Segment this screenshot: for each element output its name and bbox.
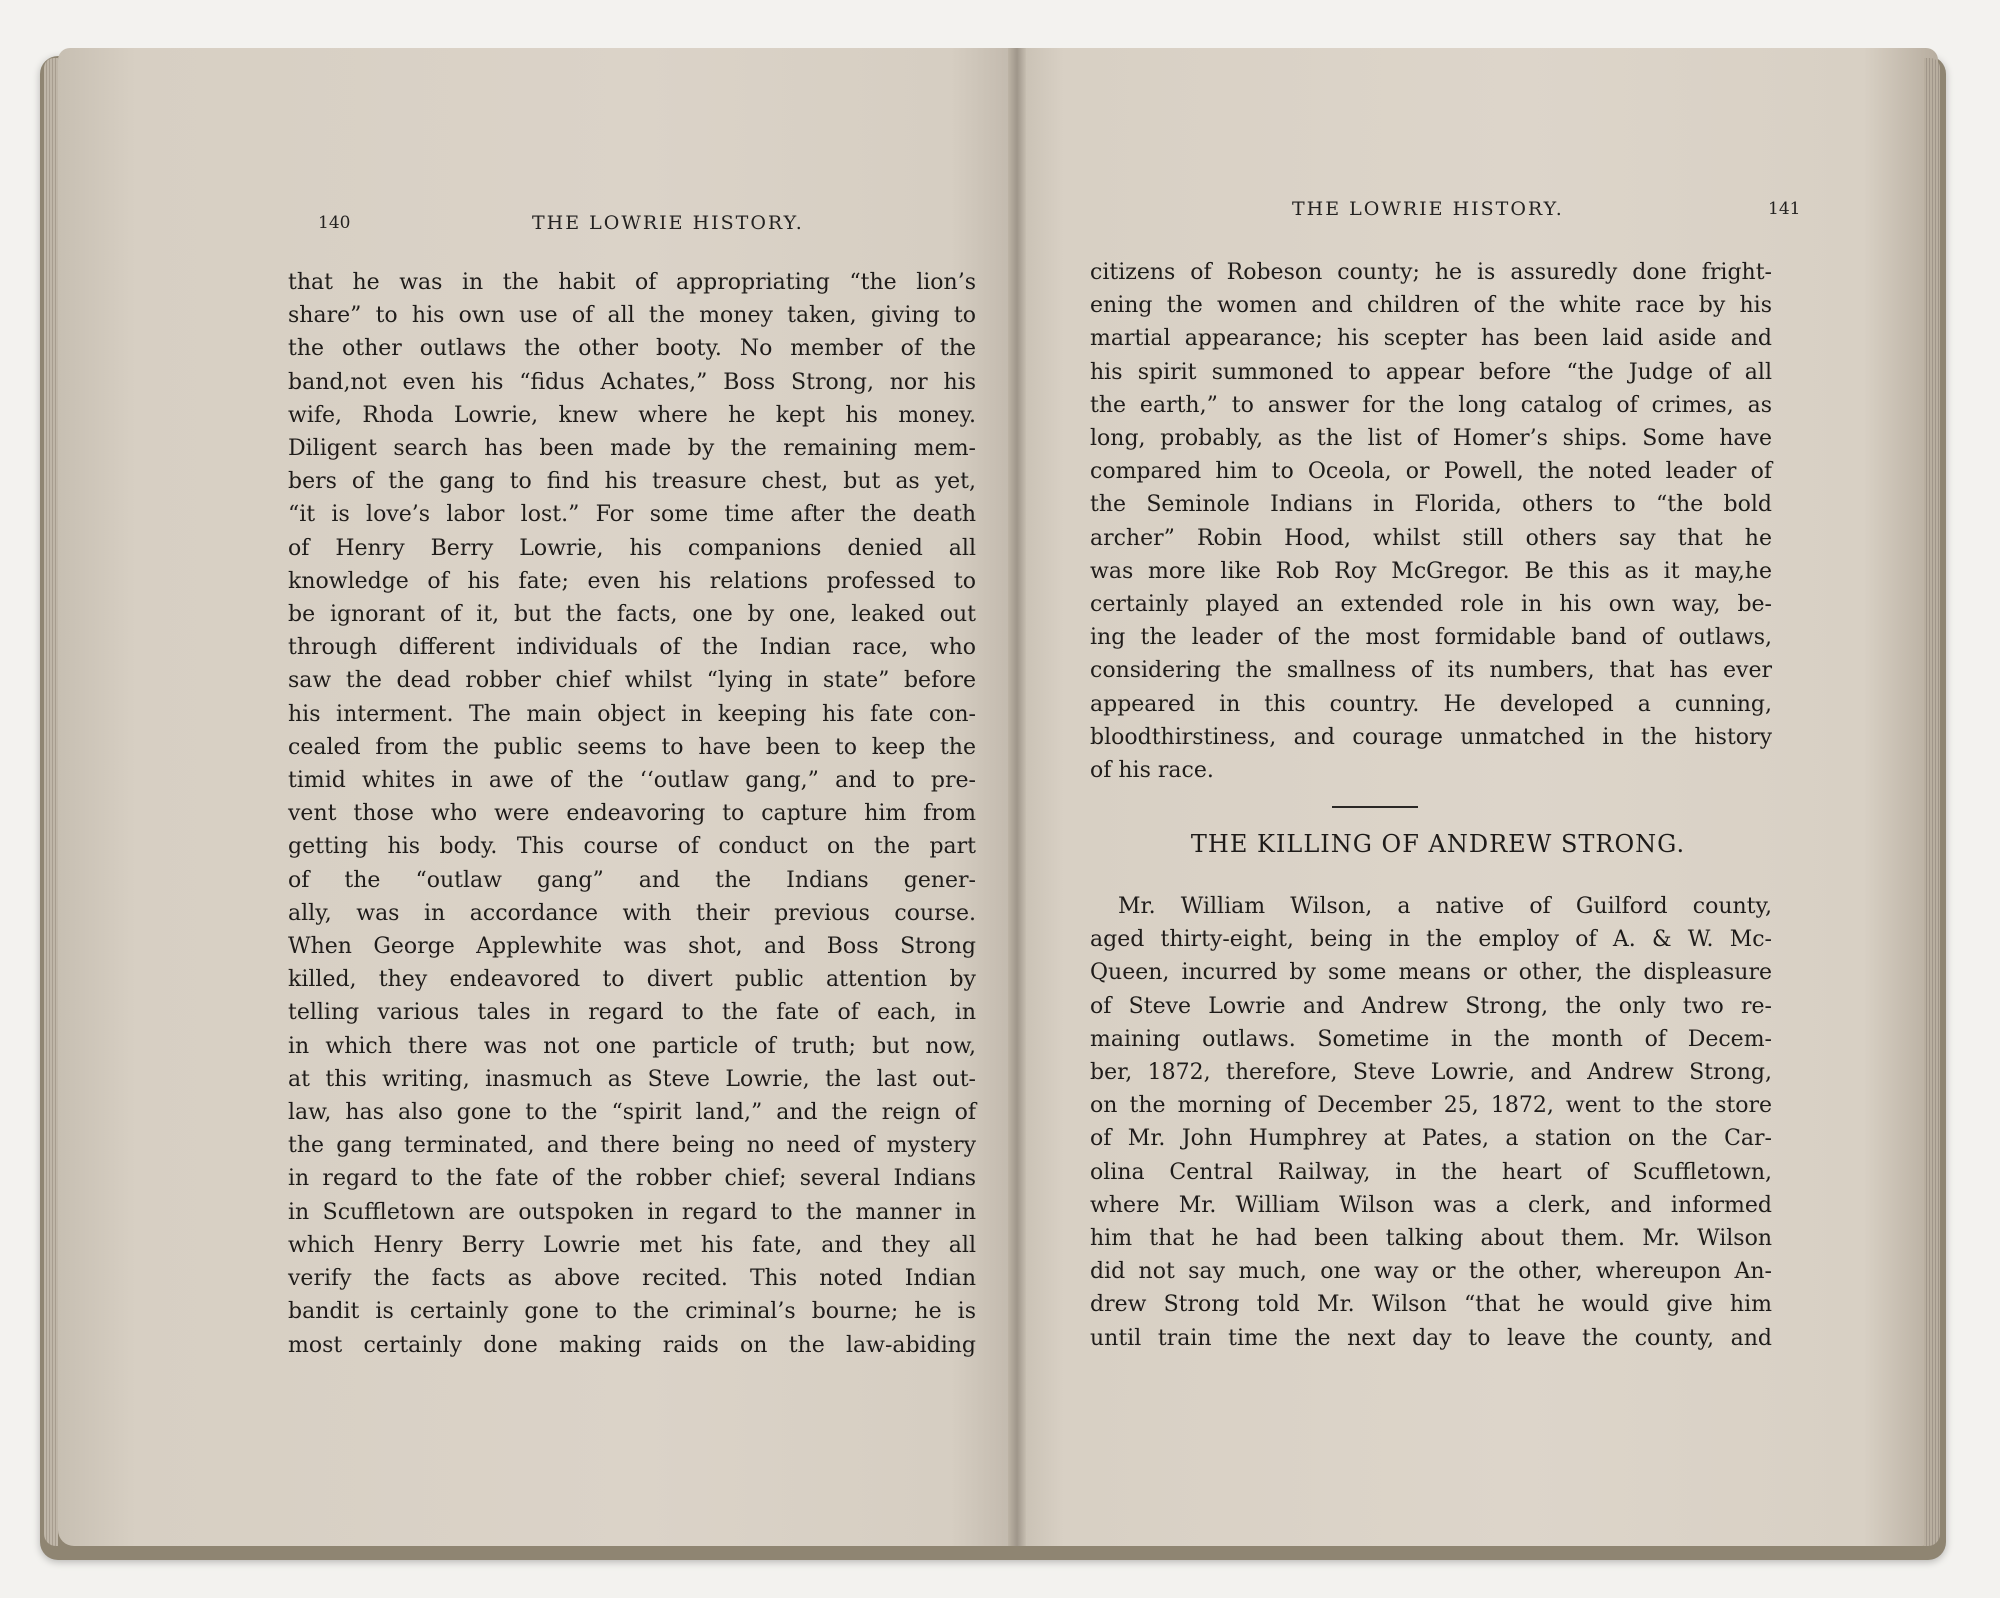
text-line: where Mr. William Wilson was a clerk, and informed [1090,1192,1772,1218]
text-line: was more like Rob Roy McGregor. Be this as it may,he [1090,558,1772,584]
text-line: of Mr. John Humphrey at Pates, a station on the Car- [1090,1126,1772,1152]
text-line: When George Applewhite was shot, and Boss Strong [288,934,976,960]
text-line: bers of the gang to find his treasure chest, but as yet, [288,469,976,495]
text-line: getting his body. This course of conduct on the part [288,834,976,860]
text-line: at this writing, inasmuch as Steve Lowrie, the last out- [288,1066,976,1092]
text-line: Diligent search has been made by the remaining mem- [288,436,976,462]
text-line: timid whites in awe of the ‘‘outlaw gang,” and to pre- [288,768,976,794]
text-line: share” to his own use of all the money taken, giving to [288,303,976,329]
text-line: knowledge of his fate; even his relations professed to [288,568,976,594]
text-line: bandit is certainly gone to the criminal’s bourne; he is [288,1299,976,1325]
text-line: telling various tales in regard to the fate of each, in [288,1000,976,1026]
book-gutter [1008,48,1026,1546]
right-page-number: 141 [1768,199,1801,219]
text-line: the other outlaws the other booty. No member of the [288,336,976,362]
text-line: the gang terminated, and there being no need of mystery [288,1133,976,1159]
text-line: aged thirty-eight, being in the employ of A. & W. Mc- [1090,927,1772,953]
left-page-number: 140 [318,213,351,233]
text-line: through different individuals of the Indian race, who [288,635,976,661]
text-line: until train time the next day to leave the county, and [1090,1325,1772,1351]
text-line: compared him to Oceola, or Powell, the noted leader of [1090,459,1772,485]
text-line: the Seminole Indians in Florida, others to “the bold [1090,492,1772,518]
text-line: wife, Rhoda Lowrie, knew where he kept his money. [288,402,976,428]
text-line: “it is love’s labor lost.” For some time after the death [288,502,976,528]
text-line: archer” Robin Hood, whilst still others say that he [1090,525,1772,551]
text-line: drew Strong told Mr. Wilson “that he would give him [1090,1292,1772,1318]
text-line: on the morning of December 25, 1872, went to the store [1090,1093,1772,1119]
text-line: most certainly done making raids on the law-abiding [288,1332,976,1358]
text-line: appeared in this country. He developed a cunning, [1090,691,1772,717]
text-line: killed, they endeavored to divert public attention by [288,967,976,993]
left-page [58,48,1028,1546]
text-line: that he was in the habit of appropriating “the lion’s [288,270,976,295]
section-divider [1332,806,1418,808]
text-line: saw the dead robber chief whilst “lying in state” before [288,668,976,694]
text-line: of Steve Lowrie and Andrew Strong, the only two re- [1090,993,1772,1019]
text-line: band,not even his “fidus Achates,” Boss Strong, nor his [288,369,976,395]
text-line: law, has also gone to the “spirit land,” and the reign of [288,1100,976,1126]
text-line: him that he had been talking about them. Mr. Wilson [1090,1226,1772,1252]
left-page-text [288,266,976,1362]
right-page-text-top [1090,256,1772,787]
text-line: certainly played an extended role in his own way, be- [1090,592,1772,618]
right-page-edges [1924,58,1940,1546]
text-line: of the “outlaw gang” and the Indians gener- [288,867,976,893]
left-page-edges [44,58,58,1546]
text-line: olina Central Railway, in the heart of Scuffletown, [1090,1159,1772,1185]
text-line: of Henry Berry Lowrie, his companions denied all [288,535,976,561]
text-line: citizens of Robeson county; he is assuredly done fright- [1090,260,1772,285]
text-line: the earth,” to answer for the long catalog of crimes, as [1090,392,1772,418]
text-line: ing the leader of the most formidable band of outlaws, [1090,625,1772,651]
text-line: considering the smallness of its numbers, that has ever [1090,658,1772,684]
text-line: in Scuffletown are outspoken in regard to the manner in [288,1199,976,1225]
text-line: be ignorant of it, but the facts, one by one, leaked out [288,602,976,628]
text-line: martial appearance; his scepter has been laid aside and [1090,326,1772,352]
text-line: ber, 1872, therefore, Steve Lowrie, and Andrew Strong, [1090,1060,1772,1086]
text-line: maining outlaws. Sometime in the month of Decem- [1090,1026,1772,1052]
text-line: his interment. The main object in keeping his fate con- [288,701,976,727]
text-line: did not say much, one way or the other, whereupon An- [1090,1259,1772,1285]
open-book [40,48,1946,1560]
text-line: long, probably, as the list of Homer’s ships. Some have [1090,426,1772,452]
text-line: in which there was not one particle of truth; but now, [288,1033,976,1059]
text-line: cealed from the public seems to have been to keep the [288,734,976,760]
text-line: in regard to the fate of the robber chief; several Indians [288,1166,976,1192]
left-running-head: THE LOWRIE HISTORY. [532,212,804,234]
text-line: bloodthirstiness, and courage unmatched in the history [1090,724,1772,750]
right-running-head: THE LOWRIE HISTORY. [1292,198,1564,220]
text-line: verify the facts as above recited. This noted Indian [288,1266,976,1292]
text-line: which Henry Berry Lowrie met his fate, and they all [288,1232,976,1258]
right-page [1008,48,1938,1546]
right-page-text-bottom [1090,890,1772,1355]
text-line: Mr. William Wilson, a native of Guilford county, [1118,894,1772,919]
text-line: vent those who were endeavoring to capture him from [288,801,976,827]
text-line: Queen, incurred by some means or other, the displeasure [1090,960,1772,986]
text-line: his spirit summoned to appear before “the Judge of all [1090,359,1772,385]
text-line: ening the women and children of the white race by his [1090,293,1772,319]
section-title: THE KILLING OF ANDREW STRONG. [1190,830,1686,858]
text-line: of his race. [1090,758,1214,784]
text-line: ally, was in accordance with their previous course. [288,900,976,926]
